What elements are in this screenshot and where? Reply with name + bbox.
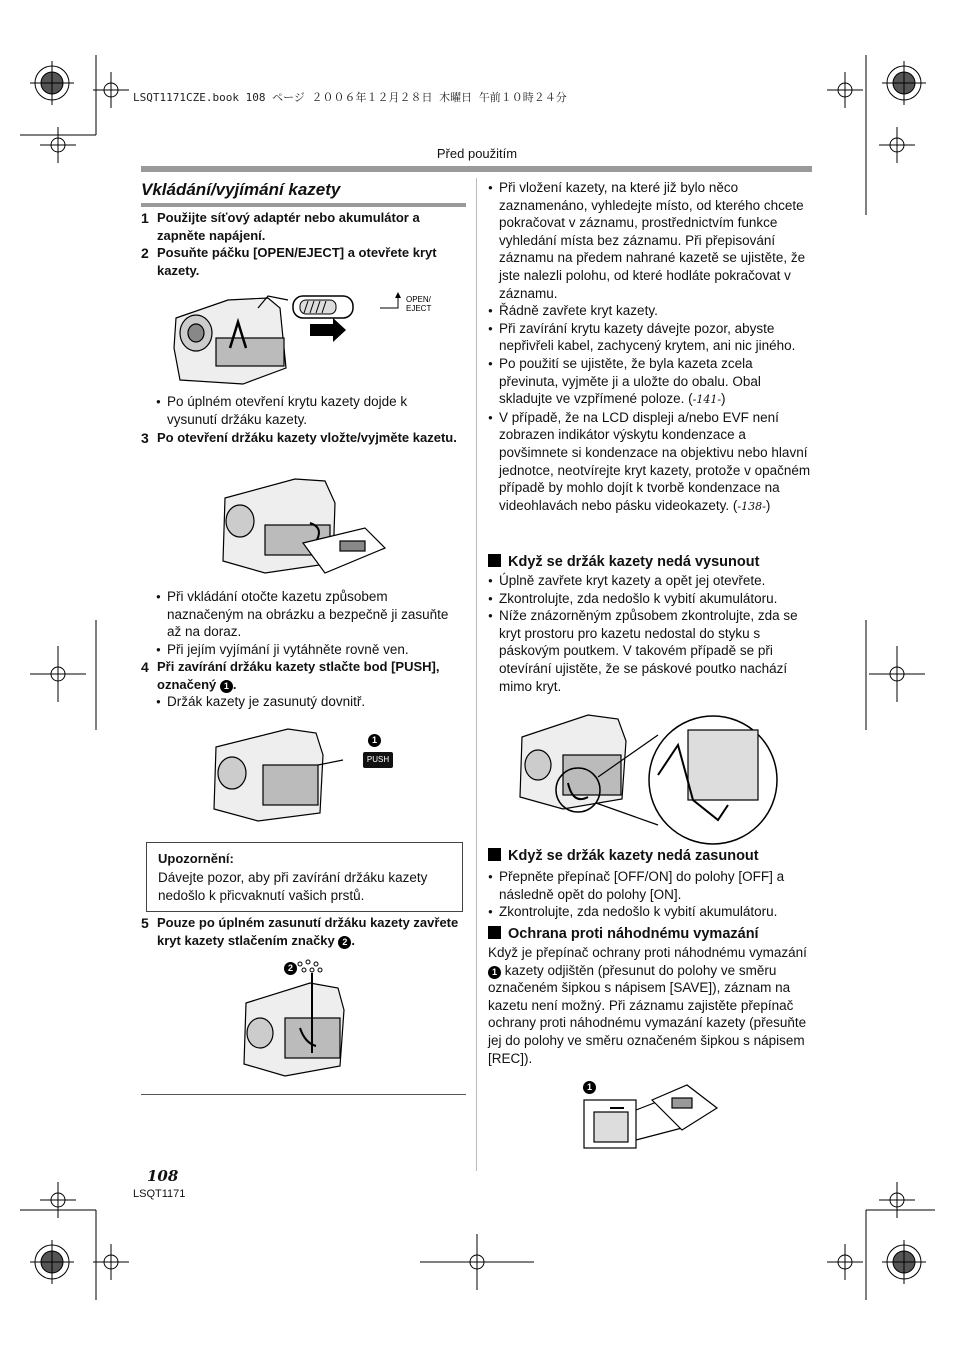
figure-tape-loop-check — [518, 705, 783, 845]
square-icon — [488, 554, 501, 567]
right-bullets — [488, 179, 812, 515]
figure-push-holder — [208, 725, 348, 825]
open-eject-label-2: EJECT — [406, 304, 432, 313]
column-divider — [476, 178, 477, 1171]
erase-protect-text: Když je přepínač ochrany proti náhodnému vymazání 1 kazety odjištěn (přesunut do polohy ve směru označeném šipkou s nápisem [SAVE]), záznam na kazetu není možný. Při záznamu zajistěte přepínač ochrany proti náhodnému vymazání kazety (přesuňte jej do polohy ve směru označeném šipkou s nápisem [REC]). — [488, 945, 807, 1066]
marker-1: 1 — [220, 680, 233, 693]
subhead-insert-fail: Když se držák kazety nedá zasunout — [488, 848, 812, 864]
step3-notes: ● Při vkládání otočte kazetu způsobem naznačeným na obrázku a bezpečně ji zasuňte až na doraz. ● Při jejím vyjímání ji vytáhněte rovně ven. — [156, 588, 461, 658]
step2-note: ● Po úplném otevření krytu kazety dojde k vysunutí držáku kazety. — [156, 393, 461, 428]
left-bottom-rule — [141, 1094, 466, 1095]
marker-2: 2 — [338, 936, 351, 949]
subhead-eject-fail: Když se držák kazety nedá vysunout — [488, 554, 812, 570]
insert-fail-bullets: ● Přepněte přepínač [OFF/ON] do polohy [OFF] a následně opět do polohy [ON]. ● Zkontrolujte, zda nedošlo k vybití akumulátoru. — [488, 868, 812, 921]
protect-marker: 1 — [583, 1081, 596, 1094]
page-title: Vkládání/vyjímání kazety — [141, 180, 341, 199]
caution-heading: Upozornění: — [158, 851, 234, 866]
step-5: 5 Pouze po úplném zasunutí držáku kazety zavřete kryt kazety stlačením značky 2 . — [141, 915, 459, 948]
figure-protect-switch — [582, 1080, 722, 1152]
title-rule — [141, 203, 466, 207]
caution-text: Dávejte pozor, aby při zavírání držáku kazety nedošlo k přicvaknutí vašich prstů. — [158, 870, 428, 903]
top-rule — [141, 166, 812, 172]
print-header: LSQT1171CZE.book 108 ページ ２００６年１２月２８日 木曜日 午前１０時２４分 — [133, 91, 567, 104]
eject-fail-bullets: ● Úplně zavřete kryt kazety a opět jej otevřete. ● Zkontrolujte, zda nedošlo k vybití akumulátoru. ● Níže znázorněným způsobem zkontrolujte, zda se kryt prostoru pro kazetu nedostal do styku s páskovým poutkem. V takovém případě se při otevírání ujistěte, že se páskové poutko nachází mimo kryt. — [488, 572, 812, 695]
bullet: ● V případě, že na LCD displeji a/nebo EVF není zobrazen indikátor výskytu kondenzace a povšimnete si kondenzace na objektivu nebo hlavní jednotce, neotvírejte kryt kazety, protože v opačném případě by mohlo dojít k tvorbě kondenzace na videohlavách nebo pásku videokazety. (-138-) — [488, 409, 812, 516]
marker-1: 1 — [488, 966, 501, 979]
step-2: 2 Posuňte páčku [OPEN/EJECT] a otevřete kryt kazety. — [141, 245, 437, 278]
push-label: PUSH — [363, 752, 393, 768]
subhead-erase-protect: Ochrana proti náhodnému vymazání — [488, 926, 812, 942]
square-icon — [488, 848, 501, 861]
bullet: ● Řádně zavřete kryt kazety. — [488, 302, 812, 320]
step-4: 4 Při zavírání držáku kazety stlačte bod [PUSH], označený 1 . — [141, 659, 440, 692]
page-number: 108 — [147, 1167, 179, 1185]
figure-insert-cassette — [215, 473, 395, 583]
model-code: LSQT1171 — [133, 1188, 186, 1200]
figure-close-cover — [240, 958, 350, 1083]
open-eject-label-1: OPEN/ — [406, 295, 431, 304]
push-marker: 1 — [368, 734, 381, 747]
caution-box — [146, 842, 463, 912]
step-3: 3 Po otevření držáku kazety vložte/vyjměte kazetu. — [141, 430, 457, 446]
figure-open-eject — [168, 288, 458, 388]
bullet: ● Při vložení kazety, na které již bylo něco zaznamenáno, vyhledejte místo, od kterého chcete pokračovat v záznamu, prostřednictvím funkce vyhledání místa bez záznamu. Při přepisování záznamu na předem nahrané kazetě se ujistěte, že jste nalezli polohu, od které hodláte pokračovat v záznamu. — [488, 179, 812, 302]
bullet: ● Po použití se ujistěte, že byla kazeta zcela převinuta, vyjměte ji a uložte do obalu. Obal skladujte ve vzpřímené poloze. (-141-) — [488, 355, 812, 409]
square-icon — [488, 926, 501, 939]
bullet: ● Při zavírání krytu kazety dávejte pozor, abyste nepřivřeli kabel, zachycený krytem, ani nic jiného. — [488, 320, 812, 355]
close-marker: 2 — [284, 962, 297, 975]
section-label: Před použitím — [436, 146, 518, 161]
step4-note: ● Držák kazety je zasunutý dovnitř. — [156, 693, 461, 711]
step-1: 1 Použijte síťový adaptér nebo akumulátor a zapněte napájení. — [141, 210, 420, 243]
